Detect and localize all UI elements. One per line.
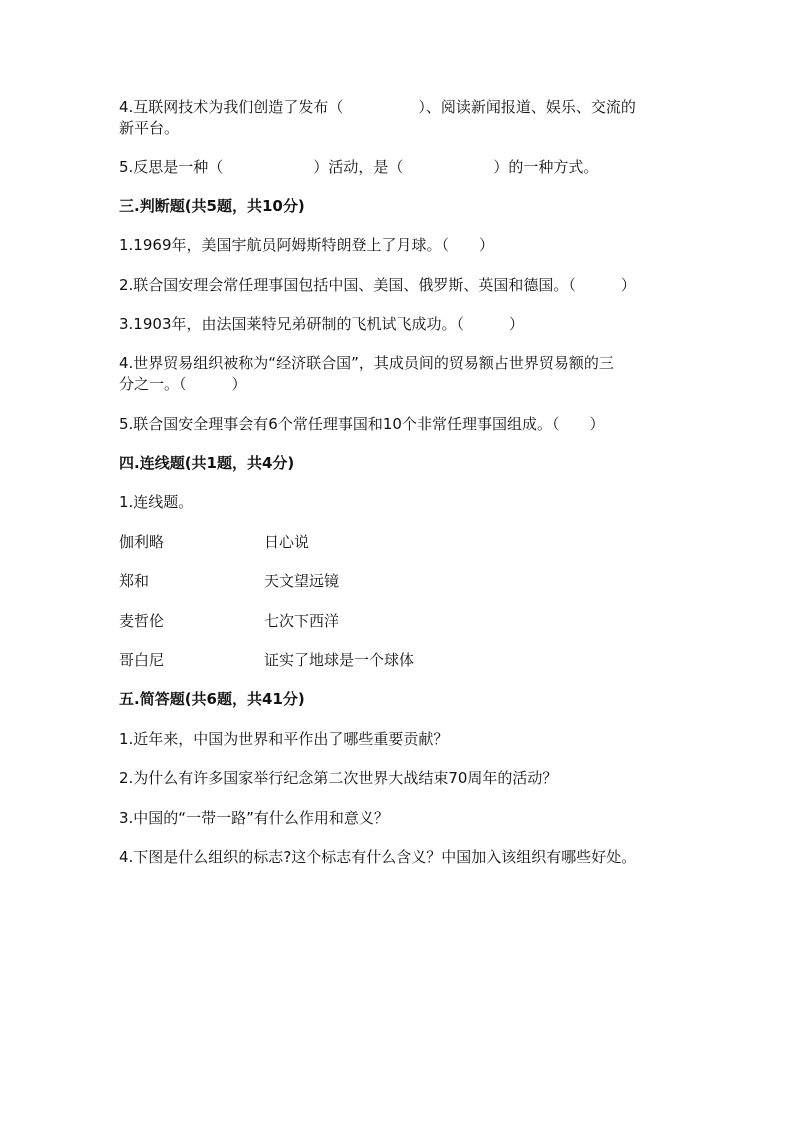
matching-right-item: 证实了地球是一个球体 <box>264 651 415 669</box>
judge-question-1: 1.1969年，美国宇航员阿姆斯特朗登上了月球。（ ） <box>119 236 494 254</box>
section-5-heading: 五.简答题(共6题，共41分) <box>119 690 305 708</box>
matching-right-item: 日心说 <box>264 533 310 551</box>
short-answer-question-3: 3.中国的“一带一路”有什么作用和意义？ <box>119 809 389 827</box>
section-4-heading: 四.连线题(共1题，共4分) <box>119 454 295 472</box>
judge-question-4-line1: 4.世界贸易组织被称为“经济联合国”，其成员间的贸易额占世界贸易额的三 <box>119 354 614 372</box>
matching-right-item: 七次下西洋 <box>264 612 340 630</box>
judge-question-4-line2: 分之一。（ ） <box>119 375 247 393</box>
matching-left-item: 麦哲伦 <box>119 612 165 630</box>
matching-question-1: 1.连线题。 <box>119 493 194 511</box>
matching-right-item: 天文望远镜 <box>264 572 340 590</box>
short-answer-question-1: 1.近年来，中国为世界和平作出了哪些重要贡献？ <box>119 730 449 748</box>
section-3-heading: 三.判断题(共5题，共10分) <box>119 197 305 215</box>
matching-left-item: 哥白尼 <box>119 651 165 669</box>
matching-left-item: 伽利略 <box>119 533 165 551</box>
fill-question-5: 5.反思是一种（ ）活动，是（ ）的一种方式。 <box>119 158 599 176</box>
fill-question-4-line1: 4.互联网技术为我们创造了发布（ ）、阅读新闻报道、娱乐、交流的 <box>119 98 636 116</box>
judge-question-5: 5.联合国安全理事会有6个常任理事国和10个非常任理事国组成。（ ） <box>119 415 605 433</box>
judge-question-3: 3.1903年，由法国莱特兄弟研制的飞机试飞成功。（ ） <box>119 315 524 333</box>
fill-question-4-line2: 新平台。 <box>119 119 180 137</box>
matching-left-item: 郑和 <box>119 572 150 590</box>
judge-question-2: 2.联合国安理会常任理事国包括中国、美国、俄罗斯、英国和德国。（ ） <box>119 276 636 294</box>
short-answer-question-4: 4.下图是什么组织的标志?这个标志有什么含义？中国加入该组织有哪些好处。 <box>119 848 637 866</box>
short-answer-question-2: 2.为什么有许多国家举行纪念第二次世界大战结束70周年的活动？ <box>119 769 558 787</box>
